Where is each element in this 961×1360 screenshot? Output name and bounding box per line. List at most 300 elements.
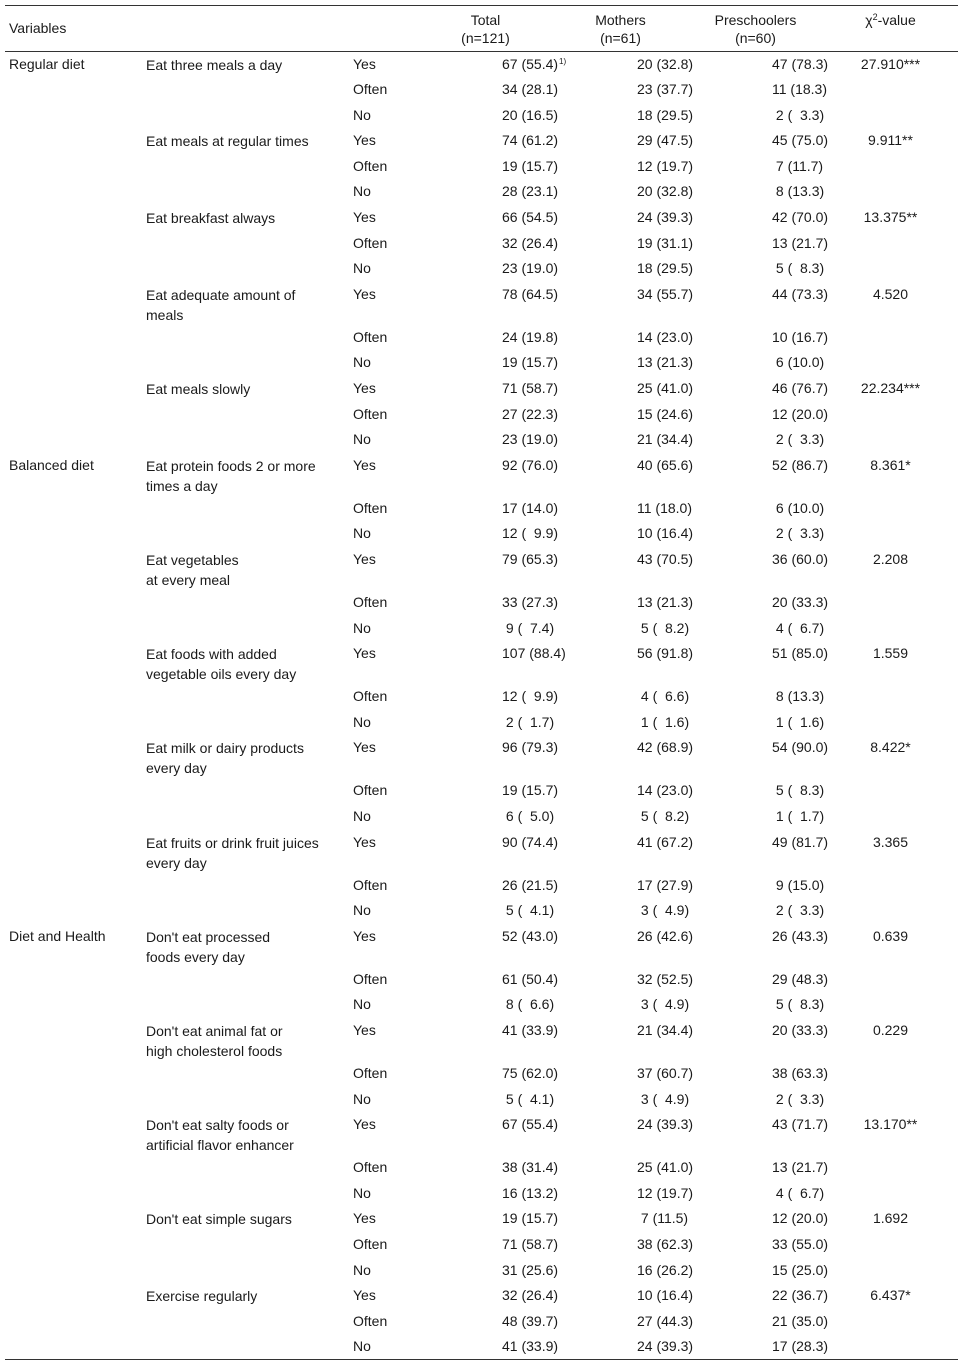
response-cell	[346, 350, 418, 376]
response-cell-value: Yes	[353, 1287, 376, 1304]
item-label-line: artificial flavor enhancer	[146, 1137, 294, 1154]
response-cell	[346, 641, 418, 684]
variable-group-cell	[5, 1181, 140, 1207]
preschoolers-cell	[688, 453, 829, 496]
response-cell-value: Often	[353, 328, 388, 345]
item-label-cell	[140, 967, 346, 993]
response-cell-value: No	[353, 183, 371, 200]
preschoolers-cell-value: 2 ( 3.3)	[772, 106, 825, 123]
variable-group-cell	[5, 992, 140, 1018]
chi-square-value	[823, 710, 958, 736]
item-label-cell	[140, 179, 346, 205]
variable-group-cell	[5, 1206, 140, 1232]
preschoolers-cell-value: 46 (76.7)	[772, 380, 829, 397]
mothers-cell-value: 38 (62.3)	[637, 1235, 694, 1252]
preschoolers-cell-value: 38 (63.3)	[772, 1064, 829, 1081]
variable-group-cell	[5, 179, 140, 205]
mothers-cell	[553, 967, 694, 993]
total-cell	[418, 205, 559, 231]
chi-square-value: 6.437*	[870, 1287, 911, 1304]
chi-square-value	[823, 179, 958, 205]
mothers-cell-value: 42 (68.9)	[637, 739, 694, 756]
total-cell-value: 20 (16.5)	[502, 106, 559, 123]
preschoolers-cell	[688, 616, 823, 642]
response-cell	[346, 231, 418, 257]
header-total-label: Total	[470, 12, 501, 28]
table-body	[5, 52, 958, 1360]
total-cell	[418, 427, 559, 453]
preschoolers-cell-value: 13 (21.7)	[772, 1159, 829, 1176]
chi-square-value	[823, 154, 958, 180]
item-label-cell	[140, 496, 346, 522]
table-row	[5, 453, 958, 496]
variable-group-cell	[5, 710, 140, 736]
total-cell-value: 8 ( 6.6)	[502, 996, 555, 1013]
response-cell	[346, 103, 418, 129]
mothers-cell-value: 21 (34.4)	[637, 1021, 694, 1038]
total-cell	[418, 231, 559, 257]
preschoolers-cell	[688, 231, 829, 257]
total-cell-value: 66 (54.5)	[502, 209, 559, 226]
total-cell	[418, 103, 559, 129]
total-cell	[418, 325, 559, 351]
variable-group-cell	[5, 778, 140, 804]
mothers-cell-value: 11 (18.0)	[637, 499, 692, 516]
total-cell-value: 32 (26.4)	[502, 1287, 559, 1304]
item-label-cell	[140, 128, 346, 154]
header-variables: Variables	[5, 6, 140, 52]
response-cell-value: Yes	[353, 456, 376, 473]
table-row	[5, 1112, 958, 1155]
variable-group-cell	[5, 256, 140, 282]
total-cell-value: 79 (65.3)	[502, 551, 559, 567]
variable-group-cell	[5, 325, 140, 351]
table-row	[5, 231, 958, 257]
mothers-cell	[553, 804, 688, 830]
variable-group-cell	[5, 616, 140, 642]
total-cell-value: 107 (88.4)	[502, 645, 566, 662]
mothers-cell-value: 21 (34.4)	[637, 431, 694, 448]
total-cell	[418, 1258, 559, 1284]
mothers-cell	[553, 496, 692, 522]
total-cell	[418, 1206, 559, 1232]
item-label-cell	[140, 1061, 346, 1087]
preschoolers-cell-value: 5 ( 8.3)	[772, 996, 825, 1013]
total-cell-value: 33 (27.3)	[502, 594, 559, 610]
table-row	[5, 376, 958, 402]
mothers-cell-value: 7 (11.5)	[637, 1210, 689, 1227]
total-cell	[418, 1018, 559, 1061]
total-cell-value: 5 ( 4.1)	[502, 902, 555, 919]
preschoolers-cell	[688, 325, 829, 351]
preschoolers-cell-value: 4 ( 6.7)	[772, 619, 825, 636]
item-label-cell	[140, 1206, 346, 1232]
total-cell	[418, 52, 567, 78]
item-label-cell	[140, 1258, 346, 1284]
table-row	[5, 128, 958, 154]
mothers-cell-value: 24 (39.3)	[637, 209, 694, 226]
preschoolers-cell	[688, 778, 823, 804]
response-cell	[346, 873, 418, 899]
response-cell	[346, 128, 418, 154]
mothers-cell	[553, 1309, 694, 1335]
item-label-line: every day	[146, 760, 207, 777]
total-cell	[418, 898, 553, 924]
item-label-line: every day	[146, 854, 207, 871]
table-row	[5, 967, 958, 993]
response-cell-value: Yes	[353, 739, 376, 756]
mothers-cell-value: 5 ( 8.2)	[637, 807, 690, 824]
total-cell	[418, 256, 559, 282]
preschoolers-cell	[688, 128, 829, 154]
preschoolers-cell-value: 20 (33.3)	[772, 1021, 829, 1038]
response-cell	[346, 924, 418, 967]
mothers-cell	[553, 128, 694, 154]
variable-group-cell	[5, 898, 140, 924]
header-total	[418, 6, 553, 52]
mothers-cell-value: 12 (19.7)	[637, 1184, 694, 1201]
preschoolers-cell	[688, 1087, 823, 1113]
item-label-line: Eat protein foods 2 or more	[146, 457, 316, 474]
item-label-cell	[140, 256, 346, 282]
item-label-line: Eat adequate amount of	[146, 286, 296, 303]
preschoolers-cell	[688, 924, 829, 967]
response-cell-value: No	[353, 1184, 371, 1201]
mothers-cell-value: 29 (47.5)	[637, 132, 694, 149]
item-label-line: Eat vegetables	[146, 552, 239, 568]
table-row	[5, 1061, 958, 1087]
item-label-cell	[140, 873, 346, 899]
table-row	[5, 256, 958, 282]
chi-square-value	[823, 778, 958, 804]
response-cell-value: Yes	[353, 645, 376, 662]
total-cell-value: 23 (19.0)	[502, 431, 559, 448]
mothers-cell	[553, 1206, 688, 1232]
preschoolers-cell	[688, 684, 823, 710]
total-cell	[418, 521, 559, 547]
response-cell-value: Yes	[353, 132, 376, 149]
mothers-cell	[553, 590, 694, 616]
total-cell	[418, 924, 559, 967]
response-cell	[346, 616, 418, 642]
response-cell	[346, 402, 418, 428]
chi-square-value	[823, 684, 958, 710]
response-cell	[346, 898, 418, 924]
item-label-cell	[140, 641, 346, 684]
chi-square-value	[823, 402, 958, 428]
mothers-cell-value: 3 ( 4.9)	[637, 902, 690, 919]
variable-group-cell	[5, 1018, 140, 1061]
table-row	[5, 684, 958, 710]
preschoolers-cell-value: 5 ( 8.3)	[772, 260, 825, 277]
response-cell	[346, 830, 418, 873]
item-label-cell	[140, 103, 346, 129]
item-label-cell	[140, 778, 346, 804]
response-cell	[346, 496, 418, 522]
chi-square-value	[823, 521, 958, 547]
item-label-cell	[140, 77, 346, 103]
preschoolers-cell-value: 8 (13.3)	[772, 688, 825, 705]
mothers-cell	[553, 684, 688, 710]
response-cell	[346, 1206, 418, 1232]
mothers-cell	[553, 778, 694, 804]
chi-square-value	[823, 590, 958, 616]
preschoolers-cell	[688, 521, 823, 547]
preschoolers-cell-value: 15 (25.0)	[772, 1261, 829, 1278]
chi-square-value: 2.208	[872, 551, 909, 567]
response-cell-value: Often	[353, 157, 388, 174]
mothers-cell-value: 13 (21.3)	[637, 354, 694, 371]
response-cell-value: No	[353, 260, 371, 277]
mothers-cell-value: 37 (60.7)	[637, 1064, 694, 1081]
item-label-cell	[140, 1112, 346, 1155]
table-row	[5, 778, 958, 804]
preschoolers-cell-value: 7 (11.7)	[772, 157, 824, 174]
mothers-cell	[553, 1232, 694, 1258]
total-cell-value: 5 ( 4.1)	[502, 1090, 555, 1107]
variable-group-cell	[5, 1309, 140, 1335]
preschoolers-cell-value: 10 (16.7)	[772, 328, 829, 345]
preschoolers-cell	[688, 154, 823, 180]
preschoolers-cell	[688, 967, 829, 993]
preschoolers-cell-value: 26 (43.3)	[772, 927, 829, 944]
table-row	[5, 427, 958, 453]
preschoolers-cell-value: 13 (21.7)	[772, 234, 829, 251]
mothers-cell	[553, 376, 694, 402]
total-cell-value: 19 (15.7)	[502, 354, 559, 371]
chi-square-value	[823, 256, 958, 282]
variable-group-cell	[5, 641, 140, 684]
preschoolers-cell-value: 17 (28.3)	[772, 1338, 829, 1355]
response-cell	[346, 427, 418, 453]
mothers-cell-value: 15 (24.6)	[637, 405, 694, 422]
response-cell-value: No	[353, 106, 371, 123]
variable-group-cell	[5, 154, 140, 180]
table-row	[5, 350, 958, 376]
preschoolers-cell	[688, 103, 823, 129]
response-cell-value: No	[353, 713, 371, 730]
mothers-cell	[553, 641, 694, 684]
variable-group-cell	[5, 967, 140, 993]
variable-group-cell	[5, 830, 140, 873]
response-cell-value: Yes	[353, 927, 376, 944]
mothers-cell-value: 13 (21.3)	[637, 594, 694, 610]
response-cell	[346, 179, 418, 205]
preschoolers-cell-value: 52 (86.7)	[772, 456, 829, 473]
header-preschoolers-n: (n=60)	[735, 30, 776, 46]
mothers-cell	[553, 873, 694, 899]
item-label-cell	[140, 590, 346, 616]
response-cell-value: Often	[353, 1064, 388, 1081]
response-cell	[346, 735, 418, 778]
preschoolers-cell-value: 45 (75.0)	[772, 132, 829, 149]
variable-group-cell	[5, 282, 140, 325]
preschoolers-cell	[688, 179, 823, 205]
response-cell-value: Yes	[353, 833, 376, 850]
chi-square-value	[823, 1232, 958, 1258]
total-cell	[418, 1155, 559, 1181]
header-total-n: (n=121)	[461, 30, 510, 46]
total-cell-value: 6 ( 5.0)	[502, 807, 555, 824]
variable-group-cell	[5, 1258, 140, 1284]
response-cell	[346, 1061, 418, 1087]
variable-group-cell	[5, 873, 140, 899]
variable-group-cell	[5, 402, 140, 428]
preschoolers-cell	[688, 992, 823, 1018]
mothers-cell-value: 14 (23.0)	[637, 782, 694, 799]
preschoolers-cell-value: 47 (78.3)	[772, 56, 829, 72]
total-cell-value: 74 (61.2)	[502, 132, 559, 149]
total-cell	[418, 350, 559, 376]
total-cell-value: 23 (19.0)	[502, 260, 559, 277]
mothers-cell-value: 19 (31.1)	[637, 234, 694, 251]
table-row	[5, 1283, 958, 1309]
variable-group-cell	[5, 427, 140, 453]
item-label-cell	[140, 735, 346, 778]
table-row	[5, 710, 958, 736]
mothers-cell-value: 32 (52.5)	[637, 970, 694, 987]
chi-square-value	[823, 804, 958, 830]
header-preschoolers-label: Preschoolers	[714, 12, 797, 28]
preschoolers-cell	[688, 1112, 829, 1155]
response-cell	[346, 52, 418, 78]
response-cell-value: Often	[353, 81, 388, 98]
item-label-cell	[140, 350, 346, 376]
response-cell	[346, 282, 418, 325]
total-cell-value: 48 (39.7)	[502, 1312, 559, 1329]
mothers-cell	[553, 52, 694, 78]
table-row	[5, 282, 958, 325]
chi-square-value: 8.422*	[870, 739, 911, 756]
chi-square-value: 0.229	[872, 1021, 909, 1038]
preschoolers-cell	[688, 547, 829, 590]
mothers-cell	[553, 103, 694, 129]
mothers-cell	[553, 453, 694, 496]
mothers-cell	[553, 1258, 694, 1284]
preschoolers-cell	[688, 1334, 829, 1360]
preschoolers-cell	[688, 205, 829, 231]
item-label-line: Don't eat processed	[146, 928, 271, 945]
mothers-cell	[553, 924, 694, 967]
response-cell-value: No	[353, 1338, 371, 1355]
mothers-cell	[553, 1061, 694, 1087]
preschoolers-cell-value: 33 (55.0)	[772, 1235, 829, 1252]
mothers-cell	[553, 898, 688, 924]
total-cell	[418, 873, 559, 899]
chi-square-value	[823, 873, 958, 899]
item-label-line: Eat meals at regular times	[146, 133, 309, 150]
chi-square-value	[823, 616, 958, 642]
header-chi-square	[823, 6, 958, 52]
response-cell	[346, 1334, 418, 1360]
mothers-cell	[553, 1334, 694, 1360]
mothers-cell	[553, 521, 694, 547]
item-label-cell	[140, 231, 346, 257]
preschoolers-cell	[688, 1181, 823, 1207]
preschoolers-cell	[688, 1283, 829, 1309]
variable-group-cell: Balanced diet	[9, 456, 94, 473]
mothers-cell-value: 43 (70.5)	[637, 551, 694, 567]
total-cell-value: 61 (50.4)	[502, 970, 559, 987]
variable-group-cell: Diet and Health	[9, 927, 106, 944]
item-label-cell	[140, 1309, 346, 1335]
preschoolers-cell	[688, 1258, 829, 1284]
preschoolers-cell-value: 2 ( 3.3)	[772, 525, 825, 542]
header-preschoolers	[688, 6, 823, 52]
total-cell	[418, 804, 553, 830]
response-cell-value: Often	[353, 594, 388, 610]
item-label-line: meals	[146, 306, 184, 323]
item-label-cell	[140, 1087, 346, 1113]
total-cell-value: 78 (64.5)	[502, 285, 559, 302]
total-cell	[418, 1334, 559, 1360]
mothers-cell	[553, 710, 688, 736]
mothers-cell-value: 5 ( 8.2)	[637, 619, 690, 636]
total-cell	[418, 376, 559, 402]
item-label-cell	[140, 402, 346, 428]
mothers-cell-value: 40 (65.6)	[637, 456, 694, 473]
chi-square-value	[823, 1087, 958, 1113]
item-label-cell	[140, 710, 346, 736]
response-cell	[346, 521, 418, 547]
mothers-cell-value: 1 ( 1.6)	[637, 713, 690, 730]
preschoolers-cell	[688, 873, 823, 899]
total-cell	[418, 1283, 559, 1309]
item-label-cell	[140, 376, 346, 402]
response-cell	[346, 1309, 418, 1335]
mothers-cell	[553, 735, 694, 778]
response-cell-value: No	[353, 902, 371, 919]
preschoolers-cell	[688, 402, 829, 428]
preschoolers-cell	[688, 710, 823, 736]
mothers-cell	[553, 1283, 694, 1309]
preschoolers-cell-value: 2 ( 3.3)	[772, 431, 825, 448]
total-cell-value: 27 (22.3)	[502, 405, 559, 422]
variable-group-cell	[5, 1061, 140, 1087]
item-label-cell	[140, 282, 346, 325]
total-cell	[418, 128, 559, 154]
response-cell-value: Yes	[353, 1021, 376, 1038]
total-cell-value: 16 (13.2)	[502, 1184, 559, 1201]
item-label-line: Eat breakfast always	[146, 210, 276, 227]
mothers-cell	[553, 325, 694, 351]
total-cell-value: 19 (15.7)	[502, 1210, 559, 1227]
chi-square-value	[823, 325, 958, 351]
mothers-cell	[553, 154, 694, 180]
preschoolers-cell	[688, 1155, 829, 1181]
variable-group-cell	[5, 684, 140, 710]
mothers-cell-value: 14 (23.0)	[637, 328, 694, 345]
table-row	[5, 590, 958, 616]
preschoolers-cell	[688, 1206, 829, 1232]
chi-square-value	[823, 967, 958, 993]
response-cell	[346, 684, 418, 710]
item-label-line: Don't eat simple sugars	[146, 1211, 292, 1228]
preschoolers-cell	[688, 590, 829, 616]
table-row	[5, 992, 958, 1018]
preschoolers-cell-value: 4 ( 6.7)	[772, 1184, 825, 1201]
response-cell	[346, 1018, 418, 1061]
mothers-cell	[553, 205, 694, 231]
table-row	[5, 804, 958, 830]
mothers-cell	[553, 830, 694, 873]
response-cell	[346, 804, 418, 830]
table-row	[5, 898, 958, 924]
total-cell	[418, 77, 559, 103]
response-cell	[346, 992, 418, 1018]
chi-square-value	[823, 1155, 958, 1181]
chi-square-value: 1.559	[872, 645, 909, 662]
